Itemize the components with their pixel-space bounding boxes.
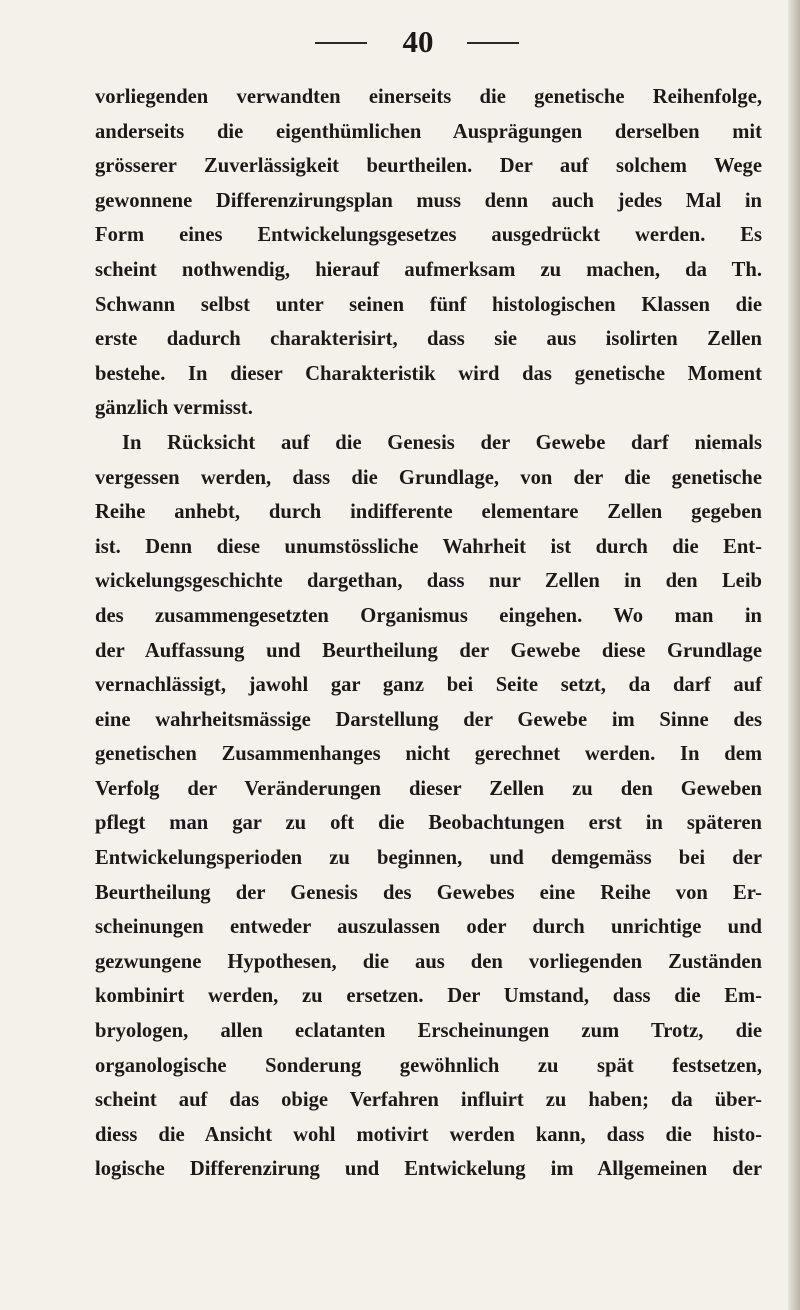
text-line: erste dadurch charakterisirt, dass sie aus isolirten Zellen: [95, 328, 762, 351]
text-line: scheint nothwendig, hierauf aufmerksam zu machen, da Th.: [95, 258, 762, 281]
page-edge-shadow: [788, 0, 800, 1310]
header-rule-left: [315, 42, 367, 44]
text-line: gewonnene Differenzirungsplan muss denn auch jedes Mal in: [95, 189, 762, 212]
text-line: grösserer Zuverlässigkeit beurtheilen. Der auf solchem Wege: [95, 155, 762, 178]
header-rule-right: [467, 42, 519, 44]
text-line: kombinirt werden, zu ersetzen. Der Umstand, dass die Em-: [95, 985, 762, 1008]
text-line: scheinungen entweder auszulassen oder durch unrichtige und: [95, 916, 762, 939]
text-line: vergessen werden, dass die Grundlage, von der die genetische: [95, 466, 762, 489]
text-line: wickelungsgeschichte dargethan, dass nur Zellen in den Leib: [95, 570, 762, 593]
text-line: vorliegenden verwandten einerseits die genetische Reihenfolge,: [95, 86, 762, 108]
page-number: 40: [402, 24, 434, 59]
text-line: In Rücksicht auf die Genesis der Gewebe darf niemals: [122, 431, 762, 454]
page-header: [0, 22, 800, 62]
text-line: der Auffassung und Beurtheilung der Gewebe diese Grundlage: [95, 639, 762, 662]
paragraph-2: [95, 426, 762, 1187]
text-line: scheint auf das obige Verfahren influirt zu haben; da über-: [95, 1089, 762, 1112]
text-line: bestehe. In dieser Charakteristik wird das genetische Moment: [95, 362, 762, 385]
text-line: logische Differenzirung und Entwickelung im Allgemeinen der: [95, 1158, 762, 1181]
text-line: Beurtheilung der Genesis des Gewebes eine Reihe von Er-: [95, 881, 762, 904]
text-line: vernachlässigt, jawohl gar ganz bei Seite setzt, da darf auf: [95, 674, 762, 697]
paragraph-1: [95, 80, 762, 426]
text-line: gezwungene Hypothesen, die aus den vorliegenden Zuständen: [95, 950, 762, 973]
text-line: anderseits die eigenthümlichen Ausprägungen derselben mit: [95, 120, 762, 143]
text-line: organologische Sonderung gewöhnlich zu spät festsetzen,: [95, 1054, 762, 1077]
text-line: Schwann selbst unter seinen fünf histologischen Klassen die: [95, 293, 762, 316]
text-line: eine wahrheitsmässige Darstellung der Gewebe im Sinne des: [95, 708, 762, 731]
text-line: genetischen Zusammenhanges nicht gerechnet werden. In dem: [95, 743, 762, 766]
text-line: Reihe anhebt, durch indifferente elementare Zellen gegeben: [95, 501, 762, 524]
text-line: ist. Denn diese unumstössliche Wahrheit ist durch die Ent-: [95, 535, 762, 558]
text-line: diess die Ansicht wohl motivirt werden kann, dass die histo-: [95, 1123, 762, 1146]
text-line: gänzlich vermisst.: [95, 397, 253, 420]
text-line: des zusammengesetzten Organismus eingehen. Wo man in: [95, 604, 762, 627]
text-line: Entwickelungsperioden zu beginnen, und demgemäss bei der: [95, 847, 762, 870]
text-line: pflegt man gar zu oft die Beobachtungen erst in späteren: [95, 812, 762, 835]
text-line: bryologen, allen eclatanten Erscheinungen zum Trotz, die: [95, 1020, 762, 1043]
page-body: [95, 80, 762, 1187]
text-line: Verfolg der Veränderungen dieser Zellen zu den Geweben: [95, 777, 762, 800]
text-line: Form eines Entwickelungsgesetzes ausgedrückt werden. Es: [95, 224, 762, 247]
